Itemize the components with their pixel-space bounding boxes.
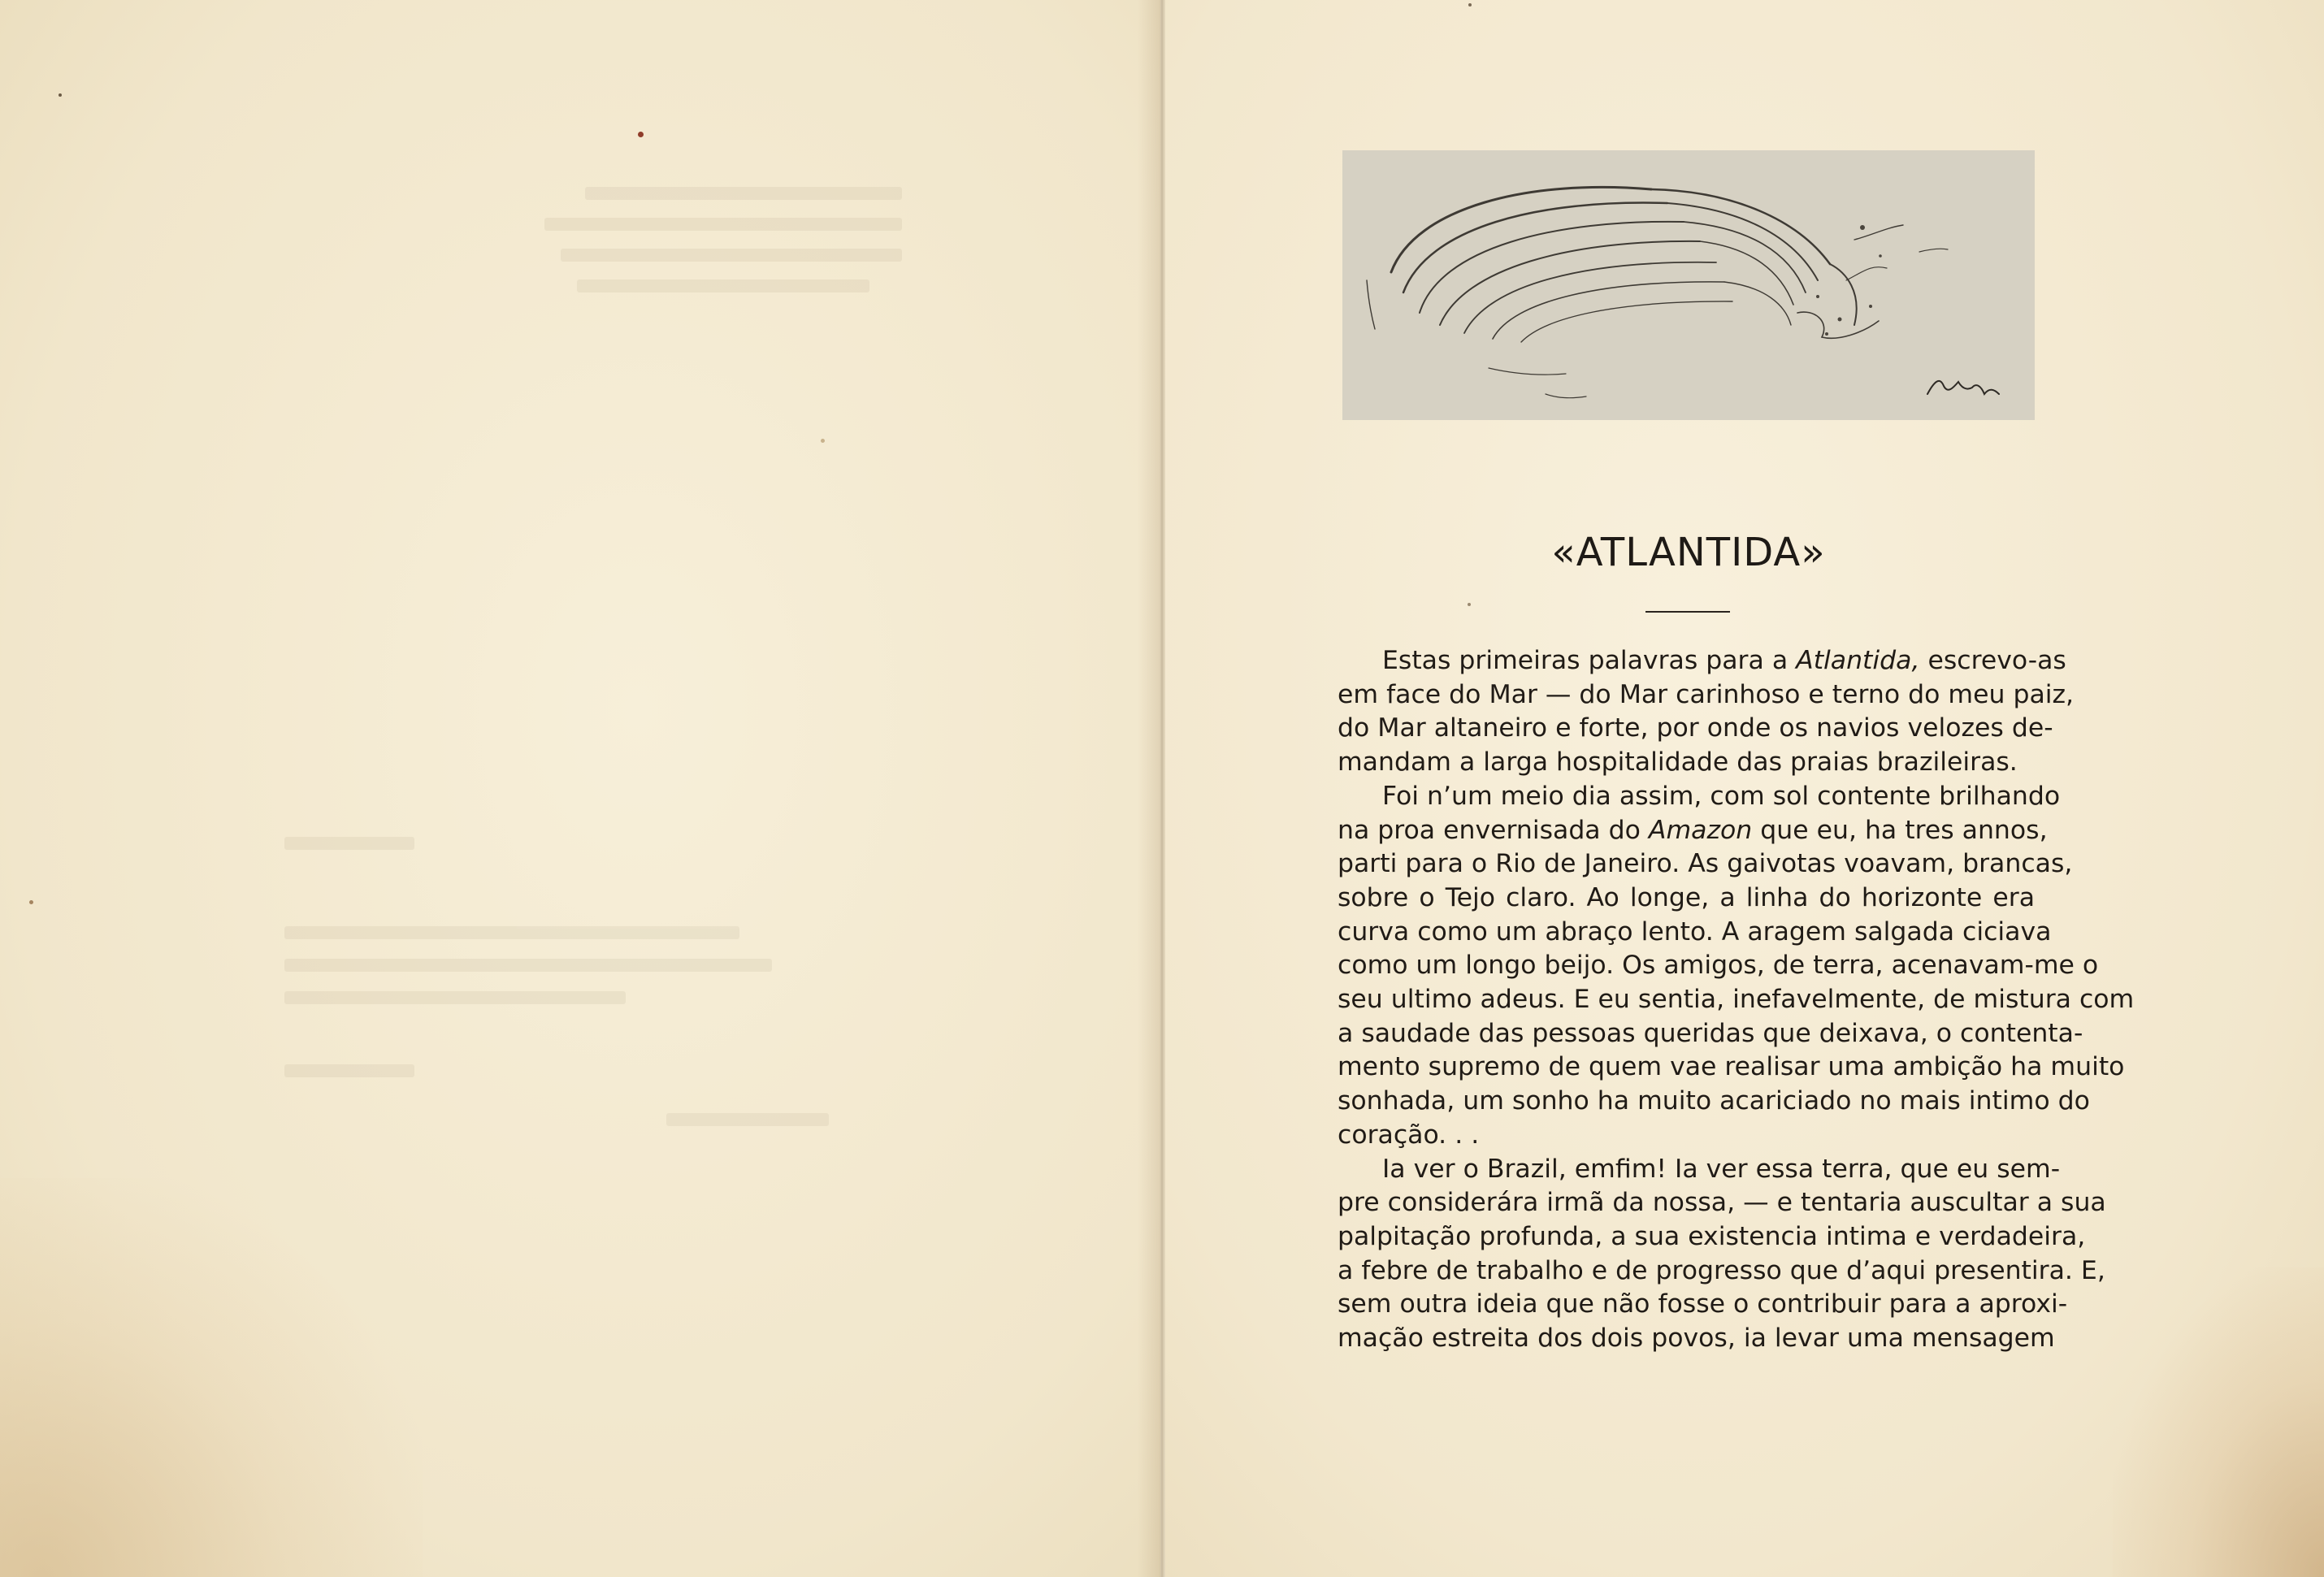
text-line: a febre de trabalho e de progresso que d’aqui presentira. E, bbox=[1338, 1255, 2105, 1285]
text-line: palpitação profunda, a sua existencia intima e verdadeira, bbox=[1338, 1221, 2086, 1251]
text-line: na proa envernisada do Amazon que eu, ha tres annos, bbox=[1338, 815, 2048, 845]
text-line: a saudade das pessoas queridas que deixava, o contenta- bbox=[1338, 1018, 2083, 1048]
paper-speck bbox=[638, 132, 644, 137]
title-divider bbox=[1645, 611, 1730, 613]
water-stain bbox=[2113, 1267, 2324, 1577]
italic-word: Amazon bbox=[1648, 815, 1753, 845]
text-line: mação estreita dos dois povos, ia levar uma mensagem bbox=[1338, 1324, 2055, 1354]
text-line: mento supremo de quem vae realisar uma ambição ha muito bbox=[1338, 1052, 2125, 1082]
text-line: Estas primeiras palavras para a Atlantida, escrevo-as bbox=[1382, 646, 2066, 675]
paper-speck bbox=[821, 439, 825, 443]
left-page bbox=[0, 0, 1160, 1577]
chapter-title: «ATLANTIDA» bbox=[1551, 530, 1826, 575]
text-line: do Mar altaneiro e forte, por onde os navios velozes de- bbox=[1338, 713, 2053, 743]
text-line: Foi n’um meio dia assim, com sol contente brilhando bbox=[1382, 781, 2061, 811]
text-line: sobre o Tejo claro. Ao longe, a linha do horizonte era bbox=[1338, 882, 2035, 912]
text-line: mandam a larga hospitalidade das praias brazileiras. bbox=[1338, 747, 2018, 778]
text-line: Ia ver o Brazil, emfim! Ia ver essa terra, que eu sem- bbox=[1382, 1154, 2061, 1184]
paper-speck bbox=[1468, 3, 1472, 6]
paper-speck bbox=[29, 900, 33, 904]
water-stain bbox=[0, 1178, 423, 1577]
text-line: seu ultimo adeus. E eu sentia, inefavelmente, de mistura com bbox=[1338, 985, 2135, 1015]
text-line: coração. . . bbox=[1338, 1120, 1480, 1150]
text-line: sonhada, um sonho ha muito acariciado no mais intimo do bbox=[1338, 1086, 2090, 1116]
chapter-body bbox=[1338, 644, 2135, 1356]
text-line: parti para o Rio de Janeiro. As gaivotas voavam, brancas, bbox=[1338, 849, 2073, 879]
text-line: sem outra ideia que não fosse o contribuir para a aproxi- bbox=[1338, 1289, 2068, 1319]
italic-word: Atlantida, bbox=[1796, 646, 1920, 675]
wave-sketch-icon bbox=[1342, 150, 2035, 420]
show-through-text bbox=[260, 171, 991, 1308]
paper-speck bbox=[59, 93, 62, 97]
text-line: em face do Mar — do Mar carinhoso e terno do meu paiz, bbox=[1338, 679, 2075, 709]
text-line: pre considerára irmã da nossa, — e tentaria auscultar a sua bbox=[1338, 1188, 2106, 1218]
paper-speck bbox=[1468, 603, 1471, 606]
text-line: curva como um abraço lento. A aragem salgada ciciava bbox=[1338, 916, 2052, 947]
text-line: como um longo beijo. Os amigos, de terra, acenavam-me o bbox=[1338, 951, 2099, 981]
